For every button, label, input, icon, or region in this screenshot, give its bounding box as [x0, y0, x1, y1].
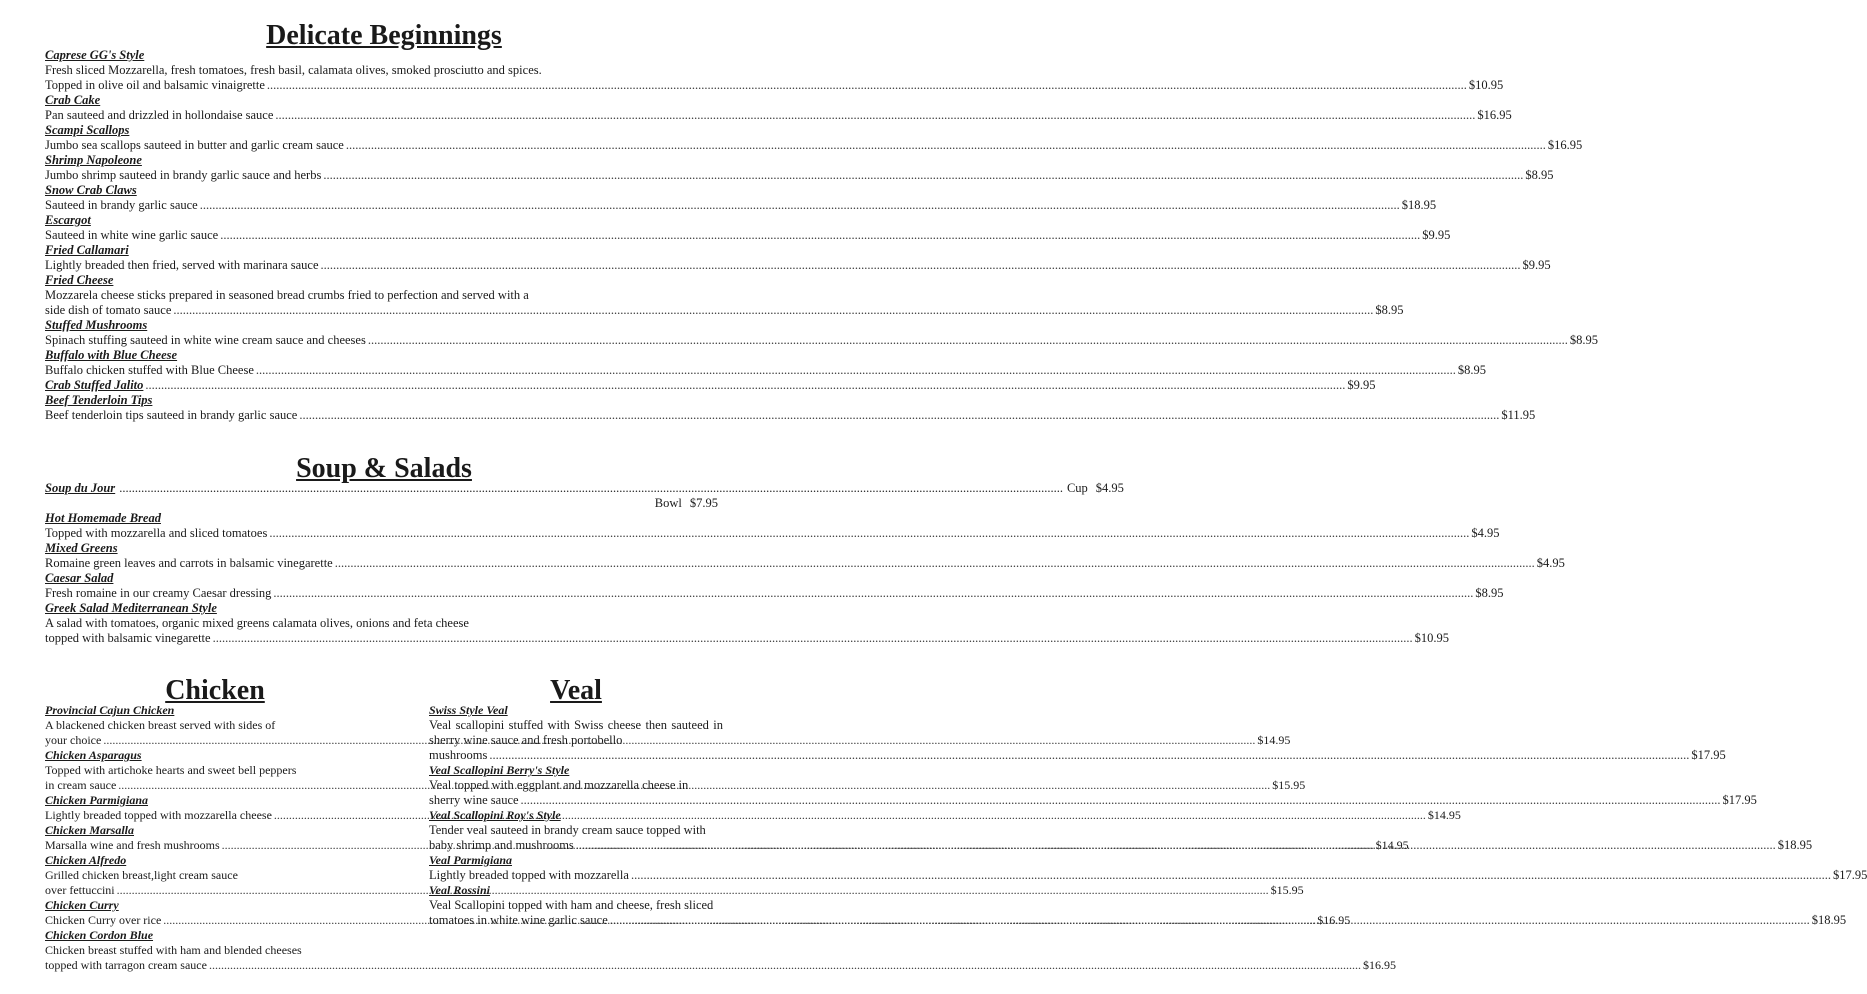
- item-name: Scampi Scallops: [45, 123, 130, 137]
- item-price-line: [45, 228, 1451, 243]
- item-description: Topped with artichoke hearts and sweet bell peppers: [45, 763, 297, 777]
- item-price-line: [45, 303, 1404, 318]
- dot-leader: [213, 631, 1413, 646]
- item-price: $17.95: [1722, 793, 1757, 807]
- item-description-last: side dish of tomato sauce: [45, 303, 172, 317]
- item-price: $4.95: [1471, 526, 1500, 540]
- item-price: $18.95: [1777, 838, 1813, 852]
- item-description-last: Spinach stuffing sauteed in white wine cream sauce and cheeses: [45, 333, 366, 347]
- dot-leader: [173, 303, 1373, 318]
- item-price: $8.95: [1375, 303, 1404, 317]
- item-price-line: [45, 631, 1449, 646]
- item-price-line: [45, 526, 1500, 541]
- menu-item: [45, 93, 1512, 123]
- item-description-last: Marsalla wine and fresh mushrooms: [45, 838, 220, 852]
- menu-item: [45, 123, 1583, 153]
- item-price: $15.95: [1272, 778, 1306, 792]
- item-price: $14.95: [1257, 733, 1291, 747]
- item-description: Chicken breast stuffed with ham and blended cheeses: [45, 943, 302, 957]
- item-description-last: Pan sauteed and drizzled in hollondaise sauce: [45, 108, 274, 122]
- section-title-veal: Veal: [550, 675, 602, 706]
- item-name: Veal Scallopini Berry's Style: [429, 763, 570, 777]
- item-name: Mixed Greens: [45, 541, 118, 555]
- item-price: $18.95: [1401, 198, 1437, 212]
- item-description-last: tomatoes in white wine garlic sauce: [429, 913, 608, 927]
- item-name: Crab Stuffed Jalito: [45, 378, 144, 392]
- soups-list: [45, 481, 1565, 646]
- item-description-last: Topped with mozzarella and sliced tomatoes: [45, 526, 268, 540]
- item-price-line: [45, 958, 1396, 973]
- item-price: $8.95: [1569, 333, 1598, 347]
- item-name: Greek Salad Mediterranean Style: [45, 601, 217, 615]
- item-description-last: sherry wine sauce: [429, 793, 519, 807]
- item-description: Tender veal sauteed in brandy cream sauce topped with: [429, 823, 706, 837]
- item-price: $15.95: [1270, 883, 1304, 897]
- item-price: $8.95: [1457, 363, 1486, 377]
- item-description: Veal Scallopini topped with ham and cheese, fresh sliced: [429, 898, 714, 912]
- item-description-last: your choice: [45, 733, 102, 747]
- item-name: Chicken Marsalla: [45, 823, 135, 837]
- dot-leader: [521, 793, 1721, 808]
- item-price-line: [45, 333, 1598, 348]
- item-description-last: Romaine green leaves and carrots in balsamic vinegarette: [45, 556, 333, 570]
- item-name: Shrimp Napoleone: [45, 153, 142, 167]
- item-price-line: [45, 586, 1504, 601]
- item-description: Veal scallopini stuffed with Swiss cheese then sauteed in sherry wine sauce and fresh portobello: [429, 718, 723, 747]
- item-name: Veal Scallopini Roy's Style: [429, 808, 561, 822]
- item-price: $8.95: [1525, 168, 1554, 182]
- item-name: Crab Cake: [45, 93, 101, 107]
- menu-item: [45, 511, 1500, 541]
- item-name: Snow Crab Claws: [45, 183, 137, 197]
- menu-item: [45, 393, 1536, 423]
- item-description-last: Sauteed in brandy garlic sauce: [45, 198, 198, 212]
- item-name: Chicken Cordon Blue: [45, 928, 154, 942]
- item-description-last: Beef tenderloin tips sauteed in brandy garlic sauce: [45, 408, 298, 422]
- section-title-delicate-beginnings: Delicate Beginnings: [266, 20, 502, 51]
- item-price: $14.95: [1375, 838, 1409, 852]
- item-description: A blackened chicken breast served with sides of: [45, 718, 276, 732]
- item-price-line: [45, 733, 1291, 748]
- item-description-last: Lightly breaded topped with mozzarella cheese: [45, 808, 272, 822]
- item-price: $9.95: [1522, 258, 1551, 272]
- item-name: Stuffed Mushrooms: [45, 318, 148, 332]
- item-name: Veal Parmigiana: [429, 853, 513, 867]
- item-name: Veal Rossini: [429, 883, 491, 897]
- menu-item: [45, 541, 1565, 571]
- menu-item: [45, 928, 1396, 973]
- menu-item: [45, 571, 1504, 601]
- menu-item: [429, 853, 1867, 883]
- item-price: $9.95: [1422, 228, 1451, 242]
- dot-leader: [489, 748, 1689, 763]
- item-description: Fresh sliced Mozzarella, fresh tomatoes, fresh basil, calamata olives, smoked prosciutto and spices.: [45, 63, 542, 77]
- item-price: $8.95: [1475, 586, 1504, 600]
- item-description-last: topped with balsamic vinegarette: [45, 631, 211, 645]
- item-description: Mozzarela cheese sticks prepared in seasoned bread crumbs fried to perfection and served with a: [45, 288, 529, 302]
- menu-item: [45, 183, 1437, 213]
- dot-leader: [220, 228, 1420, 243]
- item-description-last: Topped in olive oil and balsamic vinaigrette: [45, 78, 265, 92]
- item-name: Caprese GG's Style: [45, 48, 145, 62]
- item-price: $10.95: [1414, 631, 1449, 645]
- item-price-line: [45, 78, 1504, 93]
- item-name: Chicken Asparagus: [45, 748, 142, 762]
- item-name: Chicken Parmigiana: [45, 793, 149, 807]
- item-price: $14.95: [1427, 808, 1461, 822]
- item-price: $18.95: [1811, 913, 1847, 927]
- item-description-last: Lightly breaded then fried, served with marinara sauce: [45, 258, 319, 272]
- appetizers-list: [45, 48, 1598, 423]
- bowl-label: Bowl: [654, 496, 682, 510]
- dot-leader: [610, 913, 1810, 928]
- item-name: Beef Tenderloin Tips: [45, 393, 153, 407]
- item-description-last: over fettuccini: [45, 883, 115, 897]
- menu-item: [45, 48, 1504, 93]
- item-description-last: baby shrimp and mushrooms: [429, 838, 574, 852]
- item-description-last: Lightly breaded topped with mozzarella: [429, 868, 629, 882]
- menu-item: [45, 273, 1404, 318]
- item-description-last: Chicken Curry over rice: [45, 913, 162, 927]
- dot-leader: [346, 138, 1546, 153]
- item-description-last: Fresh romaine in our creamy Caesar dressing: [45, 586, 272, 600]
- item-price-line: [429, 868, 1867, 883]
- menu-item: [45, 348, 1486, 378]
- menu-item: [45, 213, 1451, 243]
- item-price: $16.95: [1547, 138, 1583, 152]
- item-price-line: [45, 198, 1437, 213]
- item-description-last: topped with tarragon cream sauce: [45, 958, 207, 972]
- menu-item: [45, 318, 1598, 348]
- dot-leader: [275, 108, 1475, 123]
- item-name: Chicken Alfredo: [45, 853, 127, 867]
- item-price-line: [429, 748, 1726, 763]
- item-description-last: Sauteed in white wine garlic sauce: [45, 228, 219, 242]
- item-description-last: mushrooms: [429, 748, 488, 762]
- dot-leader: [273, 586, 1473, 601]
- dot-leader: [299, 408, 1499, 423]
- dot-leader: [631, 868, 1831, 883]
- section-title-soup-salads: Soup & Salads: [296, 453, 472, 484]
- item-name: Hot Homemade Bread: [45, 511, 161, 525]
- menu-item: [45, 601, 1449, 646]
- dot-leader: [200, 198, 1400, 213]
- item-name: Escargot: [45, 213, 91, 227]
- item-description-last: Jumbo shrimp sauteed in brandy garlic sauce and herbs: [45, 168, 322, 182]
- dot-leader: [267, 78, 1467, 93]
- item-price-line: [45, 363, 1486, 378]
- item-description-last: Jumbo sea scallops sauteed in butter and garlic cream sauce: [45, 138, 344, 152]
- item-name: Fried Cheese: [45, 273, 114, 287]
- item-price: $16.95: [1477, 108, 1512, 122]
- item-price: $10.95: [1468, 78, 1504, 92]
- item-price-line: [45, 408, 1536, 423]
- item-price-line: [45, 108, 1512, 123]
- dot-leader: [323, 168, 1523, 183]
- menu-item: [45, 378, 1376, 393]
- cup-price: $4.95: [1095, 481, 1124, 495]
- item-name: Swiss Style Veal: [429, 703, 508, 717]
- item-price: $11.95: [1501, 408, 1536, 422]
- item-price-line: [45, 138, 1583, 153]
- item-name: Fried Callamari: [45, 243, 129, 257]
- dot-leader: [321, 258, 1521, 273]
- item-price-line: [45, 168, 1554, 183]
- item-description-last: Buffalo chicken stuffed with Blue Cheese: [45, 363, 254, 377]
- dot-leader: [209, 958, 1361, 973]
- item-name: Chicken Curry: [45, 898, 119, 912]
- dot-leader: [269, 526, 1469, 541]
- bowl-price: $7.95: [689, 496, 718, 510]
- item-price: $17.95: [1691, 748, 1726, 762]
- section-title-chicken: Chicken: [165, 675, 265, 706]
- menu-item: [45, 153, 1554, 183]
- item-price: $17.95: [1832, 868, 1867, 882]
- cup-label: Cup: [1066, 481, 1088, 495]
- item-price-line: [45, 258, 1551, 273]
- item-description: Veal topped with eggplant and mozzarella cheese in: [429, 778, 689, 792]
- item-name: Provincial Cajun Chicken: [45, 703, 175, 717]
- item-name: Caesar Salad: [45, 571, 114, 585]
- item-price-line: [45, 556, 1565, 571]
- dot-leader: [256, 363, 1456, 378]
- item-price: $16.95: [1317, 913, 1351, 927]
- item-description: A salad with tomatoes, organic mixed greens calamata olives, onions and feta cheese: [45, 616, 469, 630]
- item-price-line: [429, 793, 1757, 808]
- dot-leader: [335, 556, 1535, 571]
- item-name: Buffalo with Blue Cheese: [45, 348, 178, 362]
- dot-leader: [368, 333, 1568, 348]
- item-price: $4.95: [1536, 556, 1565, 570]
- dot-leader: [576, 838, 1776, 853]
- soup-du-jour: Soup du Jour .............................................................................................................................................................................................................................................................................................................. Cup $4.95 Bowl $7.95: [45, 481, 1124, 510]
- item-price: $16.95: [1362, 958, 1396, 972]
- item-description: Grilled chicken breast,light cream sauce: [45, 868, 238, 882]
- dot-leader: [145, 378, 1345, 393]
- menu-item: [45, 243, 1551, 273]
- item-name: Soup du Jour: [45, 481, 116, 495]
- item-price: $9.95: [1347, 378, 1376, 392]
- item-description-last: in cream sauce: [45, 778, 117, 792]
- item-price-line: [45, 378, 1376, 393]
